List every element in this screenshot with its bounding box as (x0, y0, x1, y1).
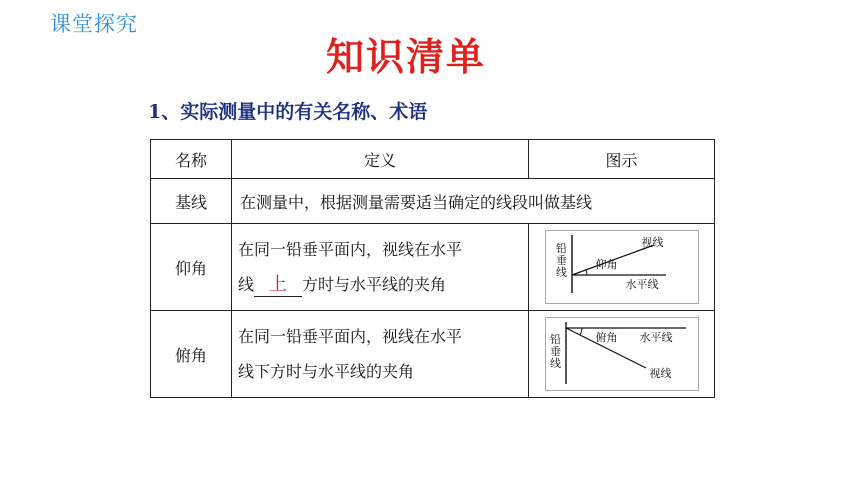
depression-fig-horizontal: 水平线 (639, 331, 673, 344)
table-row-elevation (151, 224, 715, 311)
baseline-name: 基线 (151, 179, 232, 224)
elevation-def-post: 方时与水平线的夹角 (302, 275, 447, 294)
table-row-depression (151, 311, 715, 398)
elevation-diagram (545, 230, 699, 304)
depression-def-line2: 线下方时与水平线的夹角 (238, 362, 415, 381)
table-header-row (151, 140, 715, 179)
section-tag: 课堂探究 (50, 12, 138, 36)
depression-figure-cell (529, 311, 715, 398)
elevation-diagram-lines (546, 231, 698, 303)
header-figure: 图示 (529, 140, 715, 179)
depression-fig-angle: 俯角 (595, 331, 618, 344)
depression-diagram (545, 317, 699, 391)
baseline-definition: 在测量中，根据测量需要适当确定的线段叫做基线 (232, 179, 715, 224)
header-definition: 定义 (232, 140, 529, 179)
elevation-figure-cell (529, 224, 715, 311)
elevation-def-line1: 在同一铅垂平面内，视线在水平 (238, 240, 463, 259)
header-name: 名称 (151, 140, 232, 179)
elevation-fig-sight: 视线 (641, 236, 664, 249)
depression-def-line1: 在同一铅垂平面内，视线在水平 (238, 327, 463, 346)
depression-name: 俯角 (151, 311, 232, 398)
depression-fig-vertical: 铅 垂 线 (550, 333, 561, 370)
terms-table (150, 139, 715, 398)
elevation-fig-horizontal: 水平线 (625, 278, 659, 291)
elevation-name: 仰角 (151, 224, 232, 311)
elevation-answer-blank: 上 (254, 274, 302, 297)
section-subtitle: 1、实际测量中的有关名称、术语 (148, 101, 428, 123)
elevation-def-pre: 线 (238, 275, 255, 294)
table-row-baseline (151, 179, 715, 224)
depression-definition (232, 311, 529, 398)
elevation-definition (232, 224, 529, 311)
elevation-fig-vertical: 铅 垂 线 (556, 242, 567, 279)
depression-fig-sight: 视线 (649, 367, 672, 380)
depression-diagram-lines (546, 318, 698, 390)
page-title: 知识清单 (325, 35, 486, 79)
elevation-fig-angle: 仰角 (595, 258, 618, 271)
